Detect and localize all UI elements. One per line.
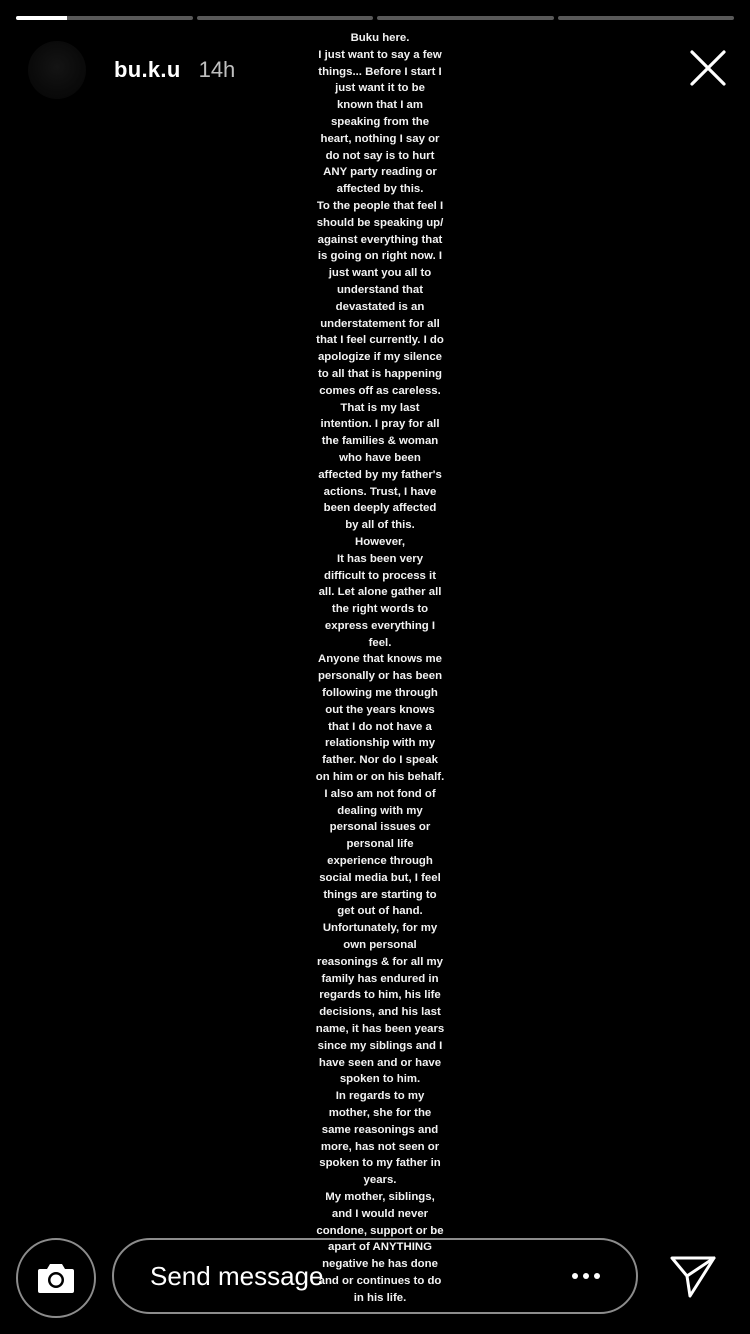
story-progress-bar xyxy=(16,16,734,20)
progress-segment xyxy=(197,16,374,20)
send-message-input[interactable] xyxy=(112,1238,638,1314)
timestamp: 14h xyxy=(198,57,236,82)
more-icon xyxy=(572,1273,578,1279)
message-placeholder: Send message xyxy=(150,1260,324,1291)
more-options-button[interactable] xyxy=(572,1273,600,1279)
story-text-panel xyxy=(304,30,456,1320)
send-icon[interactable] xyxy=(668,1250,718,1300)
reply-bar xyxy=(0,1236,750,1320)
camera-button[interactable] xyxy=(16,1238,96,1318)
username[interactable]: bu.k.u xyxy=(114,57,181,82)
story-header xyxy=(28,42,235,98)
progress-segment xyxy=(377,16,554,20)
progress-segment xyxy=(558,16,735,20)
close-button[interactable] xyxy=(686,46,730,90)
avatar[interactable] xyxy=(28,41,86,99)
camera-icon xyxy=(36,1261,76,1295)
close-icon xyxy=(689,49,727,87)
story-text: Buku here. I just want to say a few things... Before I start I just want it to be known that I am speaking from the heart, nothing I say or do not say is to hurt ANY party reading or affected by this. To the people that feel I should be speaking up/ against everything that is going on right now. I just want you all to understand that devastated is an understatement for all that I feel currently. I do apologize if my silence to all that is happening comes off as careless. That is my last intention. I pray for all the families & woman who have been affected by my father's actions. Trust, I have been deeply affected by all of this. However, It has been very difficult to process it all. Let alone gather all the right words to express everything I feel. Anyone that knows me personally or has been following me through out the years knows that I do not have a relationship with my father. Nor do I speak on him or on his behalf. I also am not fond of dealing with my personal issues or personal life experience through social media but, I feel things are starting to get out of hand. Unfortunately, for my own personal reasonings & for all my family has endured in regards to him, his life decisions, and his last name, it has been years since my siblings and I have seen and or have spoken to him. In regards to my mother, she for the same reasonings and more, has not seen or spoken to my father in years. My mother, siblings, and I would never condone, support or be apart of ANYTHING negative he has done and or continues to do in his life. xyxy=(315,32,445,1304)
more-icon xyxy=(583,1273,589,1279)
progress-segment xyxy=(16,16,193,20)
more-icon xyxy=(594,1273,600,1279)
